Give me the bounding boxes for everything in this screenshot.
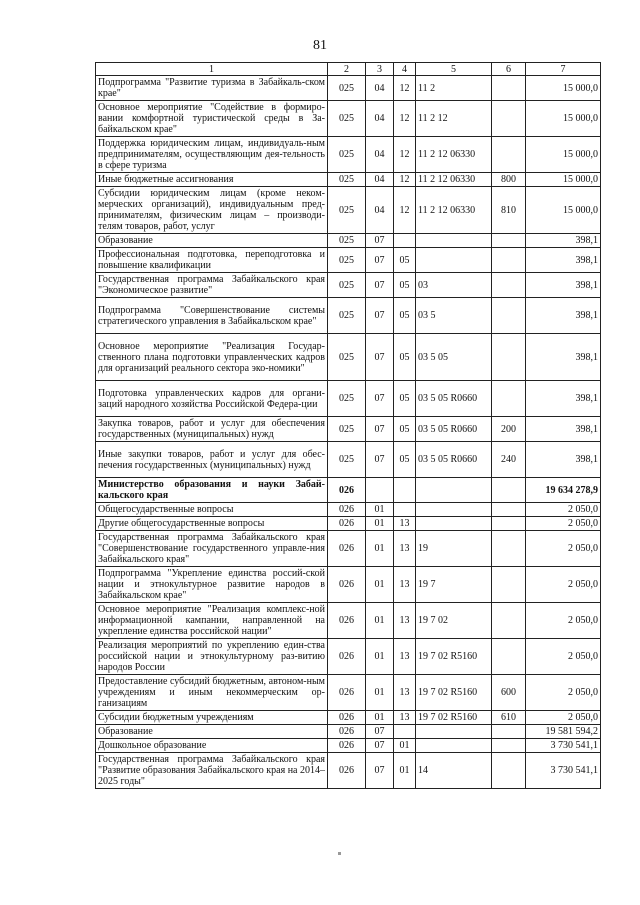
table-body bbox=[96, 76, 601, 789]
table-row bbox=[96, 381, 601, 417]
row-target-article-cell: 03 5 05 R0660 bbox=[416, 442, 492, 478]
row-amount-cell: 2 050,0 bbox=[526, 603, 601, 639]
row-name-cell: Другие общегосударственные вопросы bbox=[96, 517, 328, 531]
row-amount-cell: 2 050,0 bbox=[526, 639, 601, 675]
row-gov-code-cell: 026 bbox=[328, 639, 366, 675]
row-target-article-cell: 19 7 bbox=[416, 567, 492, 603]
table-row bbox=[96, 298, 601, 334]
row-amount-cell: 398,1 bbox=[526, 234, 601, 248]
row-section-cell: 07 bbox=[366, 753, 394, 789]
row-section-cell: 07 bbox=[366, 381, 394, 417]
row-gov-code-cell: 026 bbox=[328, 567, 366, 603]
row-section-cell: 04 bbox=[366, 101, 394, 137]
row-section-cell: 07 bbox=[366, 298, 394, 334]
row-expense-type-cell bbox=[492, 503, 526, 517]
row-section-cell: 07 bbox=[366, 334, 394, 381]
row-name-cell: Образование bbox=[96, 725, 328, 739]
table-row bbox=[96, 173, 601, 187]
row-name-cell: Реализация мероприятий по укреплению един-ства российской нации и этнокультурному раз-витию народов России bbox=[96, 639, 328, 675]
row-gov-code-cell: 026 bbox=[328, 753, 366, 789]
row-name-cell: Субсидии юридическим лицам (кроме неком-мерческих организаций), индивидуальным пред-принимателям, физическим лицам – производи-телям товаров, работ, услуг bbox=[96, 187, 328, 234]
row-expense-type-cell bbox=[492, 478, 526, 503]
row-subsection-cell: 13 bbox=[394, 675, 416, 711]
row-subsection-cell: 13 bbox=[394, 531, 416, 567]
row-expense-type-cell: 810 bbox=[492, 187, 526, 234]
row-expense-type-cell bbox=[492, 273, 526, 298]
row-gov-code-cell: 026 bbox=[328, 503, 366, 517]
row-expense-type-cell bbox=[492, 531, 526, 567]
row-section-cell: 07 bbox=[366, 273, 394, 298]
row-subsection-cell: 12 bbox=[394, 187, 416, 234]
row-expense-type-cell bbox=[492, 739, 526, 753]
row-name-cell: Профессиональная подготовка, переподготовка и повышение квалификации bbox=[96, 248, 328, 273]
row-expense-type-cell bbox=[492, 234, 526, 248]
row-gov-code-cell: 026 bbox=[328, 739, 366, 753]
row-subsection-cell: 05 bbox=[394, 298, 416, 334]
row-target-article-cell: 19 7 02 R5160 bbox=[416, 639, 492, 675]
table-row bbox=[96, 417, 601, 442]
budget-table bbox=[95, 62, 601, 789]
row-gov-code-cell: 026 bbox=[328, 603, 366, 639]
row-expense-type-cell bbox=[492, 248, 526, 273]
table-row bbox=[96, 273, 601, 298]
row-target-article-cell bbox=[416, 234, 492, 248]
table-row bbox=[96, 234, 601, 248]
row-target-article-cell bbox=[416, 739, 492, 753]
row-expense-type-cell bbox=[492, 298, 526, 334]
table-row bbox=[96, 442, 601, 478]
row-expense-type-cell: 200 bbox=[492, 417, 526, 442]
row-amount-cell: 398,1 bbox=[526, 334, 601, 381]
page-number: 81 bbox=[313, 38, 327, 53]
row-target-article-cell: 14 bbox=[416, 753, 492, 789]
row-expense-type-cell bbox=[492, 517, 526, 531]
row-subsection-cell: 05 bbox=[394, 442, 416, 478]
row-target-article-cell: 03 5 05 bbox=[416, 334, 492, 381]
row-name-cell: Иные закупки товаров, работ и услуг для обес-печения государственных (муниципальных) нужд bbox=[96, 442, 328, 478]
row-subsection-cell: 13 bbox=[394, 639, 416, 675]
row-target-article-cell bbox=[416, 517, 492, 531]
row-amount-cell: 3 730 541,1 bbox=[526, 739, 601, 753]
row-section-cell: 01 bbox=[366, 675, 394, 711]
row-expense-type-cell bbox=[492, 603, 526, 639]
header-col-1: 1 bbox=[96, 63, 328, 76]
row-amount-cell: 2 050,0 bbox=[526, 567, 601, 603]
header-col-3: 3 bbox=[366, 63, 394, 76]
row-subsection-cell: 13 bbox=[394, 567, 416, 603]
table-row bbox=[96, 603, 601, 639]
row-expense-type-cell bbox=[492, 101, 526, 137]
row-subsection-cell: 05 bbox=[394, 273, 416, 298]
table-row bbox=[96, 567, 601, 603]
row-gov-code-cell: 026 bbox=[328, 725, 366, 739]
row-subsection-cell bbox=[394, 503, 416, 517]
row-subsection-cell: 13 bbox=[394, 517, 416, 531]
header-col-7: 7 bbox=[526, 63, 601, 76]
row-amount-cell: 2 050,0 bbox=[526, 675, 601, 711]
row-target-article-cell: 03 5 05 R0660 bbox=[416, 417, 492, 442]
row-name-cell: Подготовка управленческих кадров для органи-заций народного хозяйства Российской Федера-ции bbox=[96, 381, 328, 417]
row-target-article-cell: 11 2 12 bbox=[416, 101, 492, 137]
row-section-cell: 01 bbox=[366, 503, 394, 517]
row-section-cell: 01 bbox=[366, 639, 394, 675]
table-row bbox=[96, 101, 601, 137]
row-subsection-cell: 05 bbox=[394, 334, 416, 381]
row-amount-cell: 398,1 bbox=[526, 298, 601, 334]
row-name-cell: Закупка товаров, работ и услуг для обеспечения государственных (муниципальных) нужд bbox=[96, 417, 328, 442]
row-section-cell: 04 bbox=[366, 137, 394, 173]
row-gov-code-cell: 025 bbox=[328, 234, 366, 248]
row-name-cell: Иные бюджетные ассигнования bbox=[96, 173, 328, 187]
row-amount-cell: 398,1 bbox=[526, 248, 601, 273]
row-subsection-cell: 12 bbox=[394, 173, 416, 187]
row-amount-cell: 2 050,0 bbox=[526, 531, 601, 567]
row-section-cell: 01 bbox=[366, 531, 394, 567]
row-target-article-cell bbox=[416, 725, 492, 739]
row-amount-cell: 15 000,0 bbox=[526, 187, 601, 234]
row-target-article-cell bbox=[416, 248, 492, 273]
row-subsection-cell: 12 bbox=[394, 101, 416, 137]
row-target-article-cell: 11 2 12 06330 bbox=[416, 137, 492, 173]
row-gov-code-cell: 025 bbox=[328, 417, 366, 442]
header-col-4: 4 bbox=[394, 63, 416, 76]
row-target-article-cell: 03 5 05 R0660 bbox=[416, 381, 492, 417]
header-row bbox=[96, 63, 601, 76]
row-subsection-cell: 12 bbox=[394, 76, 416, 101]
row-amount-cell: 2 050,0 bbox=[526, 517, 601, 531]
row-section-cell: 01 bbox=[366, 517, 394, 531]
table-row bbox=[96, 753, 601, 789]
row-name-cell: Министерство образования и науки Забай-кальского края bbox=[96, 478, 328, 503]
row-gov-code-cell: 025 bbox=[328, 381, 366, 417]
row-subsection-cell bbox=[394, 478, 416, 503]
row-amount-cell: 3 730 541,1 bbox=[526, 753, 601, 789]
row-subsection-cell: 01 bbox=[394, 739, 416, 753]
header-col-5: 5 bbox=[416, 63, 492, 76]
row-name-cell: Субсидии бюджетным учреждениям bbox=[96, 711, 328, 725]
row-name-cell: Государственная программа Забайкальского края "Развитие образования Забайкальского края на 2014–2025 годы" bbox=[96, 753, 328, 789]
row-section-cell: 07 bbox=[366, 725, 394, 739]
row-gov-code-cell: 026 bbox=[328, 517, 366, 531]
row-amount-cell: 398,1 bbox=[526, 417, 601, 442]
table-row bbox=[96, 711, 601, 725]
table-row bbox=[96, 739, 601, 753]
row-target-article-cell bbox=[416, 478, 492, 503]
row-gov-code-cell: 026 bbox=[328, 531, 366, 567]
row-name-cell: Образование bbox=[96, 234, 328, 248]
row-name-cell: Поддержка юридическим лицам, индивидуаль-ным предпринимателям, осуществляющим дея-тельность в сфере туризма bbox=[96, 137, 328, 173]
row-expense-type-cell bbox=[492, 137, 526, 173]
row-subsection-cell: 13 bbox=[394, 711, 416, 725]
row-subsection-cell: 05 bbox=[394, 248, 416, 273]
row-gov-code-cell: 026 bbox=[328, 711, 366, 725]
row-amount-cell: 19 581 594,2 bbox=[526, 725, 601, 739]
row-amount-cell: 2 050,0 bbox=[526, 503, 601, 517]
row-amount-cell: 2 050,0 bbox=[526, 711, 601, 725]
row-section-cell: 01 bbox=[366, 603, 394, 639]
row-gov-code-cell: 025 bbox=[328, 298, 366, 334]
row-section-cell bbox=[366, 478, 394, 503]
table-row bbox=[96, 334, 601, 381]
row-expense-type-cell bbox=[492, 725, 526, 739]
row-target-article-cell: 03 bbox=[416, 273, 492, 298]
row-name-cell: Подпрограмма "Укрепление единства россий-ской нации и этнокультурное развитие народов в Забайкальском крае" bbox=[96, 567, 328, 603]
header-col-2: 2 bbox=[328, 63, 366, 76]
row-gov-code-cell: 026 bbox=[328, 675, 366, 711]
row-expense-type-cell: 800 bbox=[492, 173, 526, 187]
row-expense-type-cell: 240 bbox=[492, 442, 526, 478]
row-section-cell: 04 bbox=[366, 187, 394, 234]
header-col-6: 6 bbox=[492, 63, 526, 76]
row-expense-type-cell bbox=[492, 381, 526, 417]
row-target-article-cell: 19 bbox=[416, 531, 492, 567]
row-gov-code-cell: 025 bbox=[328, 442, 366, 478]
row-gov-code-cell: 025 bbox=[328, 101, 366, 137]
row-expense-type-cell: 610 bbox=[492, 711, 526, 725]
row-expense-type-cell bbox=[492, 334, 526, 381]
row-amount-cell: 15 000,0 bbox=[526, 76, 601, 101]
table-row bbox=[96, 503, 601, 517]
row-subsection-cell: 13 bbox=[394, 603, 416, 639]
table-row bbox=[96, 725, 601, 739]
row-expense-type-cell bbox=[492, 567, 526, 603]
row-name-cell: Дошкольное образование bbox=[96, 739, 328, 753]
row-section-cell: 04 bbox=[366, 76, 394, 101]
row-amount-cell: 15 000,0 bbox=[526, 101, 601, 137]
row-gov-code-cell: 025 bbox=[328, 76, 366, 101]
row-subsection-cell: 05 bbox=[394, 417, 416, 442]
row-name-cell: Общегосударственные вопросы bbox=[96, 503, 328, 517]
row-section-cell: 01 bbox=[366, 711, 394, 725]
row-target-article-cell: 19 7 02 R5160 bbox=[416, 711, 492, 725]
row-amount-cell: 398,1 bbox=[526, 442, 601, 478]
row-amount-cell: 15 000,0 bbox=[526, 137, 601, 173]
row-section-cell: 07 bbox=[366, 442, 394, 478]
row-subsection-cell: 01 bbox=[394, 753, 416, 789]
row-gov-code-cell: 025 bbox=[328, 334, 366, 381]
row-gov-code-cell: 025 bbox=[328, 187, 366, 234]
row-name-cell: Государственная программа Забайкальского края "Совершенствование государственного управле-ния Забайкальского края" bbox=[96, 531, 328, 567]
row-target-article-cell: 11 2 bbox=[416, 76, 492, 101]
row-target-article-cell: 03 5 bbox=[416, 298, 492, 334]
table-row bbox=[96, 187, 601, 234]
row-amount-cell: 15 000,0 bbox=[526, 173, 601, 187]
row-expense-type-cell bbox=[492, 753, 526, 789]
row-gov-code-cell: 025 bbox=[328, 248, 366, 273]
table-row bbox=[96, 137, 601, 173]
table-row bbox=[96, 76, 601, 101]
table-row bbox=[96, 248, 601, 273]
row-name-cell: Государственная программа Забайкальского края "Экономическое развитие" bbox=[96, 273, 328, 298]
row-name-cell: Основное мероприятие "Содействие в формиро-вании комфортной туристической среды в За-байкальском крае" bbox=[96, 101, 328, 137]
table-row bbox=[96, 478, 601, 503]
row-amount-cell: 398,1 bbox=[526, 273, 601, 298]
row-section-cell: 01 bbox=[366, 567, 394, 603]
row-target-article-cell: 11 2 12 06330 bbox=[416, 187, 492, 234]
row-target-article-cell: 19 7 02 bbox=[416, 603, 492, 639]
row-name-cell: Предоставление субсидий бюджетным, автоном-ным учреждениям и иным некоммерческим ор-ганизациям bbox=[96, 675, 328, 711]
row-name-cell: Подпрограмма "Развитие туризма в Забайкаль-ском крае" bbox=[96, 76, 328, 101]
row-subsection-cell: 05 bbox=[394, 381, 416, 417]
row-name-cell: Основное мероприятие "Реализация комплекс-ной информационной кампании, направленной на укрепление единства российской нации" bbox=[96, 603, 328, 639]
row-target-article-cell bbox=[416, 503, 492, 517]
row-section-cell: 07 bbox=[366, 739, 394, 753]
row-gov-code-cell: 025 bbox=[328, 173, 366, 187]
row-section-cell: 07 bbox=[366, 417, 394, 442]
table-row bbox=[96, 639, 601, 675]
scan-dot bbox=[338, 852, 341, 855]
row-subsection-cell: 12 bbox=[394, 137, 416, 173]
row-name-cell: Подпрограмма "Совершенствование системы стратегического управления в Забайкальском крае" bbox=[96, 298, 328, 334]
row-section-cell: 04 bbox=[366, 173, 394, 187]
row-section-cell: 07 bbox=[366, 248, 394, 273]
row-subsection-cell bbox=[394, 725, 416, 739]
row-target-article-cell: 19 7 02 R5160 bbox=[416, 675, 492, 711]
row-expense-type-cell bbox=[492, 639, 526, 675]
row-expense-type-cell: 600 bbox=[492, 675, 526, 711]
row-subsection-cell bbox=[394, 234, 416, 248]
table-row bbox=[96, 675, 601, 711]
row-gov-code-cell: 025 bbox=[328, 137, 366, 173]
row-amount-cell: 19 634 278,9 bbox=[526, 478, 601, 503]
table-row bbox=[96, 517, 601, 531]
row-section-cell: 07 bbox=[366, 234, 394, 248]
row-name-cell: Основное мероприятие "Реализация Государ-ственного плана подготовки управленческих кадров для организаций реального сектора эко-номики" bbox=[96, 334, 328, 381]
row-target-article-cell: 11 2 12 06330 bbox=[416, 173, 492, 187]
row-expense-type-cell bbox=[492, 76, 526, 101]
row-gov-code-cell: 025 bbox=[328, 273, 366, 298]
table-row bbox=[96, 531, 601, 567]
row-gov-code-cell: 026 bbox=[328, 478, 366, 503]
row-amount-cell: 398,1 bbox=[526, 381, 601, 417]
